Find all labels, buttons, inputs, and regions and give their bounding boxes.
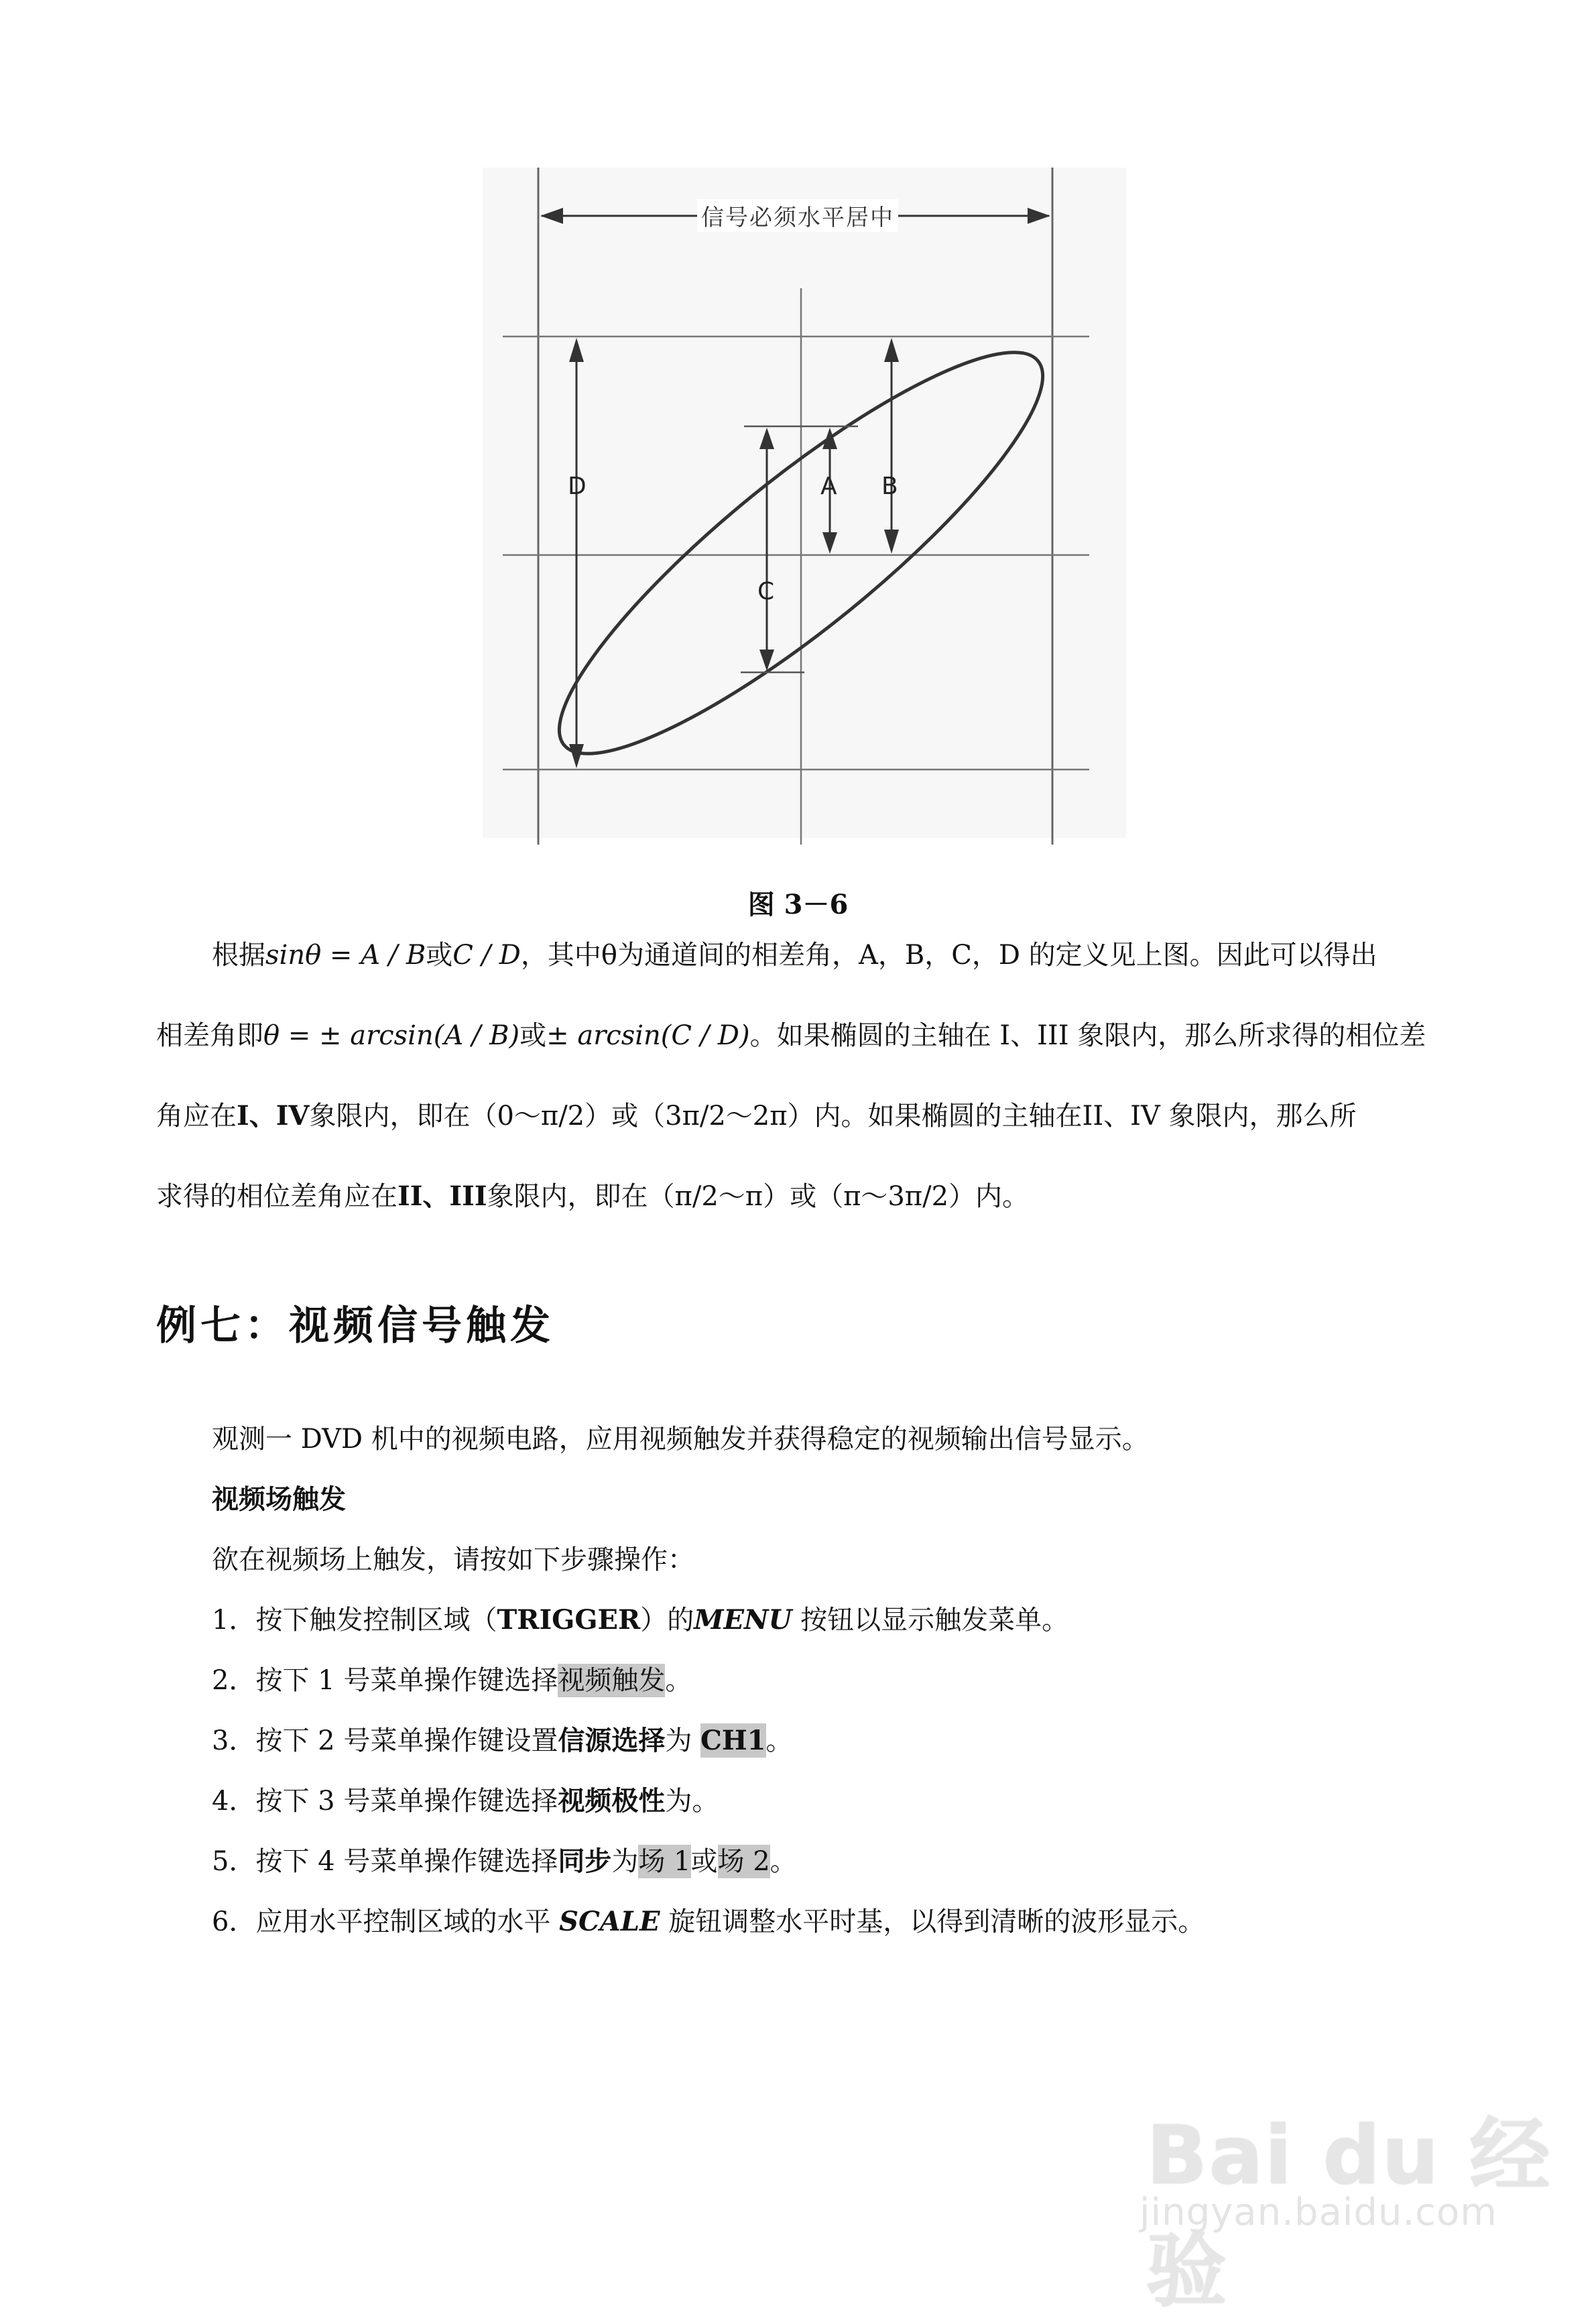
figure-banner-label: 信号必须水平居中 — [697, 199, 898, 232]
p1-formula: sinθ = A / B — [265, 940, 426, 971]
step-4-text-c: 为。 — [665, 1786, 719, 1817]
figure-caption: 图 3－6 — [747, 889, 849, 920]
watermark-url: jingyan.baidu.com — [1140, 2191, 1497, 2234]
p1-pre: 根据 — [212, 940, 265, 971]
step-3-ch1: CH1 — [700, 1725, 766, 1756]
step-1-menu: MENU — [694, 1604, 792, 1636]
p4-bold: II、III — [397, 1180, 487, 1212]
p3-b: 象限内，即在（0～π/2）或（3π/2～2π）内。如果椭圆的主轴在II、IV 象限内，那么所 — [309, 1101, 1357, 1132]
step-6-text-c: 旋钮调整水平时基，以得到清晰的波形显示。 — [660, 1906, 1205, 1937]
step-3-text-c: 为 — [665, 1725, 701, 1756]
p1-post: ，其中θ为通道间的相差角，A，B，C，D 的定义见上图。因此可以得出 — [520, 940, 1377, 971]
step-3 — [212, 1726, 793, 1756]
baidu-watermark — [1133, 2091, 1562, 2318]
p2-pre: 相差角即 — [156, 1020, 263, 1051]
step-5 — [212, 1847, 797, 1876]
step-4-text-a: 4．按下 3 号菜单操作键选择 — [212, 1786, 558, 1817]
label-b: B — [881, 473, 898, 500]
step-6 — [212, 1907, 1205, 1937]
lead-text: 欲在视频场上触发，请按如下步骤操作： — [212, 1544, 694, 1575]
step-5-bold: 同步 — [558, 1845, 612, 1877]
label-a: A — [820, 473, 837, 500]
paragraph-line-4 — [156, 1180, 1453, 1212]
step-1-trigger: TRIGGER — [497, 1604, 641, 1636]
p2-post: 。如果椭圆的主轴在 I、III 象限内，那么所求得的相位差 — [749, 1020, 1426, 1051]
step-2-text-a: 2．按下 1 号菜单操作键选择 — [212, 1665, 558, 1696]
paragraph-line-3 — [156, 1100, 1453, 1132]
lissajous-figure — [469, 168, 1140, 871]
step-5-text-c: 为 — [611, 1846, 639, 1877]
step-1-text-e: 按钮以显示触发菜单。 — [792, 1605, 1069, 1636]
p2-formula: θ = ± arcsin(A / B) — [263, 1020, 520, 1051]
p2-or: 或 — [519, 1020, 547, 1051]
step-5-text-e: 或 — [690, 1846, 718, 1877]
paragraph-line-1 — [156, 942, 1509, 969]
step-6-text-a: 6．应用水平控制区域的水平 — [212, 1906, 560, 1937]
section-heading: 例七：视频信号触发 — [156, 1302, 554, 1349]
p1-formula2: C / D — [452, 940, 521, 971]
p3-bold: I、IV — [237, 1100, 310, 1132]
step-1 — [212, 1605, 1068, 1635]
step-3-bold: 信源选择 — [558, 1725, 666, 1756]
step-3-text-a: 3．按下 2 号菜单操作键设置 — [212, 1725, 558, 1756]
label-c: C — [757, 578, 775, 605]
step-2-highlight: 视频触发 — [558, 1665, 666, 1696]
label-d: D — [568, 473, 587, 500]
step-1-text-c: ）的 — [640, 1605, 694, 1636]
p3-a: 角应在 — [156, 1101, 237, 1132]
step-5-text-g: 。 — [770, 1846, 797, 1877]
p1-or: 或 — [426, 940, 453, 971]
step-2-text-c: 。 — [665, 1665, 692, 1696]
step-4-bold: 视频极性 — [558, 1785, 666, 1817]
p2-formula2: ± arcsin(C / D) — [546, 1020, 750, 1051]
subheading: 视频场触发 — [212, 1483, 346, 1515]
step-5-field1: 场 1 — [638, 1846, 691, 1877]
lissajous-diagram — [469, 168, 1140, 871]
step-4 — [212, 1786, 719, 1816]
step-1-text-a: 1．按下触发控制区域（ — [212, 1605, 497, 1636]
step-5-text-a: 5．按下 4 号菜单操作键选择 — [212, 1846, 558, 1877]
p4-b: 象限内，即在（π/2～π）或（π～3π/2）内。 — [487, 1181, 1030, 1212]
step-6-scale: SCALE — [559, 1906, 660, 1937]
watermark-logo: Bai du 经验 — [1146, 2110, 1552, 2318]
paragraph-line-2 — [156, 1022, 1453, 1049]
step-2 — [212, 1666, 692, 1695]
p4-a: 求得的相位差角应在 — [156, 1181, 397, 1212]
intro-text: 观测一 DVD 机中的视频电路，应用视频触发并获得稳定的视频输出信号显示。 — [212, 1424, 1149, 1455]
step-3-text-e: 。 — [765, 1725, 793, 1756]
figure-background — [483, 168, 1126, 838]
step-5-field2: 场 2 — [717, 1846, 770, 1877]
